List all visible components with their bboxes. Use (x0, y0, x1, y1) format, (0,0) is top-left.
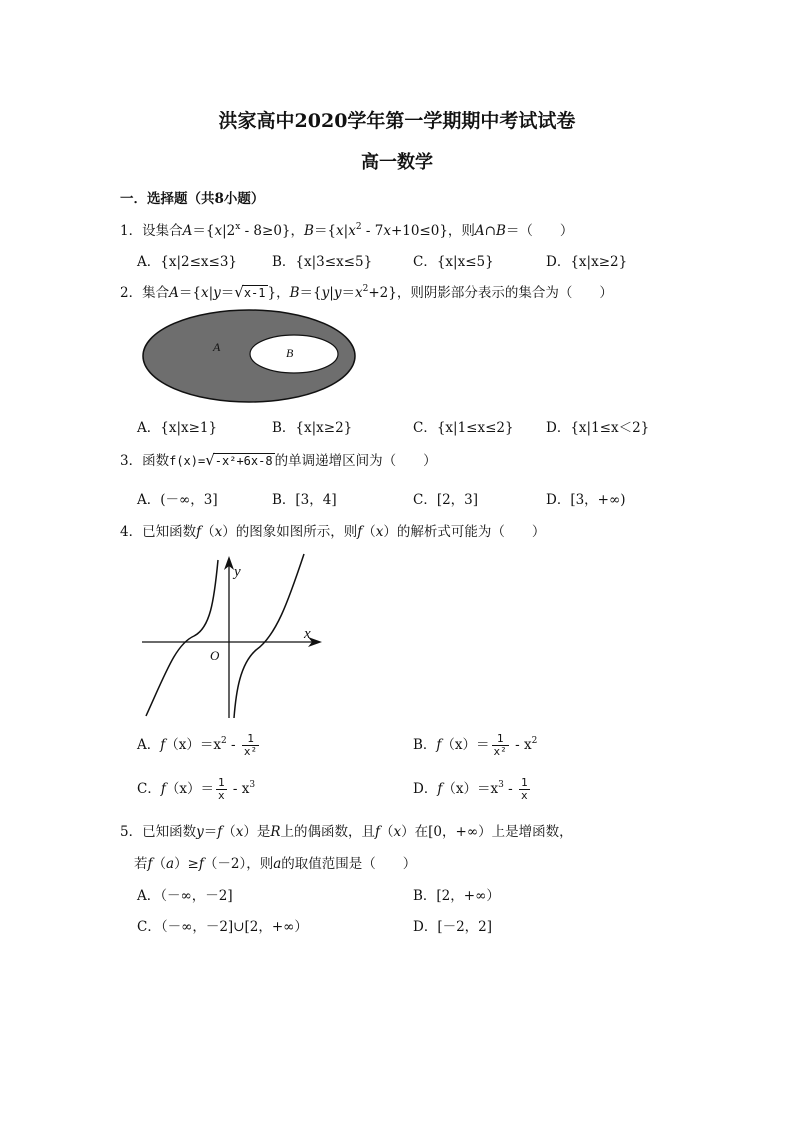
question-5-stem-line1: 5．已知函数y＝f（x）是R上的偶函数，且f（x）在[0，+∞）上是增函数， (120, 824, 573, 840)
q5-option-a[interactable]: A．（－∞，－2] (137, 888, 233, 904)
question-1-stem: 1．设集合$A=\{x|2^x - 8\ge 0\}$，$B=\{x|x^2 - 7x+10\le 0\}$，则A∩B＝（ ） (120, 222, 574, 239)
set-b-label: B (286, 346, 294, 360)
set-b-ellipse (250, 335, 338, 373)
q3-option-c[interactable]: C．[2，3] (413, 492, 479, 508)
right-branch-curve (234, 554, 304, 718)
q3-option-d[interactable]: D．[3，+∞) (546, 492, 626, 508)
left-branch-curve (146, 560, 218, 716)
q2-option-d[interactable]: D．{x|1≤x＜2} (546, 420, 650, 436)
function-graph (138, 552, 328, 720)
question-5-stem-line2: 若f（a）≥f（－2），则a的取值范围是（ ） (134, 856, 417, 872)
q4-option-a[interactable]: A．$f(x)=x^2$ - $\frac{1}{\text{x²}}$ (137, 732, 258, 758)
q4-option-c[interactable]: C．f（x）＝ $\frac{1}{x}$ - $x^3$ (137, 776, 256, 802)
q5-option-b[interactable]: B．[2，+∞） (413, 888, 500, 904)
q3-option-b[interactable]: B．[3，4] (272, 492, 337, 508)
set-a-label: A (213, 340, 221, 354)
q4-option-d[interactable]: D．$f(x)=x^3$ - $\frac{1}{x}$ (413, 776, 528, 802)
q2-option-b[interactable]: B．{x|x≥2} (272, 420, 353, 436)
q2-option-c[interactable]: C．{x|1≤x≤2} (413, 420, 514, 436)
q2-option-a[interactable]: A．{x|x≥1} (137, 420, 218, 436)
origin-label: O (210, 648, 220, 663)
q4-option-b[interactable]: B．f（x）＝ $\frac{1}{\text{x²}}$ - $x^2$ (413, 732, 538, 758)
q1-option-d[interactable]: D．{x|x≥2} (546, 254, 628, 270)
y-axis-label: y (234, 564, 241, 580)
exam-title: 洪家高中2020学年第一学期期中考试试卷 (218, 110, 576, 132)
exam-subtitle: 高一数学 (361, 152, 433, 173)
section-heading: 一．选择题（共8小题） (120, 191, 265, 207)
question-4-stem: 4．已知函数f（x）的图象如图所示，则f（x）的解析式可能为（ ） (120, 524, 546, 540)
q1-option-b[interactable]: B．{x|3≤x≤5} (272, 254, 373, 270)
venn-diagram (140, 308, 362, 406)
q5-option-d[interactable]: D．[－2，2] (413, 919, 493, 935)
q1-option-a[interactable]: A．{x|2≤x≤3} (137, 254, 238, 270)
q3-option-a[interactable]: A．(－∞，3] (137, 492, 218, 508)
question-3-stem: 3．函数f(x)=√-x²+6x-8 的单调递增区间为（ ） (120, 451, 437, 469)
x-axis-label: x (304, 626, 311, 642)
q5-option-c[interactable]: C．（－∞，－2]∪[2，+∞） (137, 919, 308, 935)
q1-option-c[interactable]: C．{x|x≤5} (413, 254, 494, 270)
question-2-stem: 2．集合A＝{x|y＝√x-1 }，$B=\{y|y=x^2+2\}$，则阴影部分表示的集合为（ ） (120, 283, 613, 301)
